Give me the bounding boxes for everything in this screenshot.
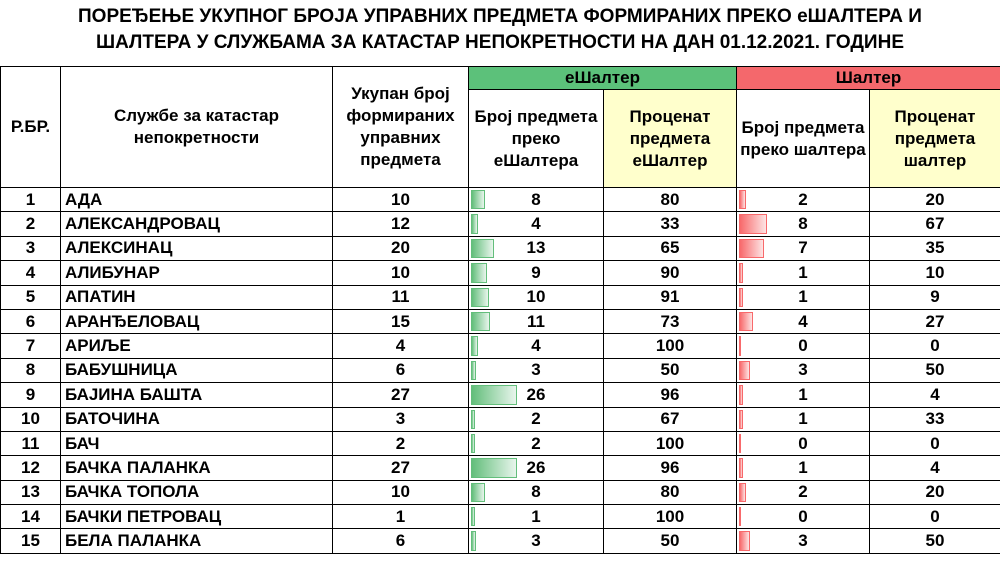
shalter-count bbox=[737, 456, 870, 480]
eshalter-data-bar bbox=[471, 507, 475, 526]
table-row bbox=[1, 285, 1000, 309]
row-number: 3 bbox=[1, 236, 61, 260]
shalter-count bbox=[737, 334, 870, 358]
shalter-count bbox=[737, 261, 870, 285]
comparison-table bbox=[0, 66, 1000, 554]
shalter-count bbox=[737, 188, 870, 212]
eshalter-percent: 91 bbox=[604, 285, 737, 309]
eshalter-data-bar bbox=[471, 312, 490, 331]
eshalter-data-bar bbox=[471, 458, 517, 477]
shalter-data-bar bbox=[739, 312, 753, 331]
eshalter-count bbox=[469, 334, 604, 358]
service-name: БАЧКА ПАЛАНКА bbox=[61, 456, 333, 480]
table-row bbox=[1, 431, 1000, 455]
shalter-percent: 27 bbox=[870, 309, 1000, 333]
shalter-percent: 0 bbox=[870, 431, 1000, 455]
eshalter-data-bar bbox=[471, 361, 476, 380]
total-count: 2 bbox=[333, 431, 469, 455]
service-name: БАЧ bbox=[61, 431, 333, 455]
total-count: 15 bbox=[333, 309, 469, 333]
header-eshalter-group: еШалтер bbox=[469, 67, 737, 90]
total-count: 10 bbox=[333, 480, 469, 504]
shalter-data-bar bbox=[739, 361, 750, 380]
row-number: 12 bbox=[1, 456, 61, 480]
shalter-count-value: 1 bbox=[798, 457, 808, 477]
table-row bbox=[1, 334, 1000, 358]
eshalter-percent: 65 bbox=[604, 236, 737, 260]
total-count: 3 bbox=[333, 407, 469, 431]
row-number: 5 bbox=[1, 285, 61, 309]
eshalter-count-value: 26 bbox=[526, 457, 546, 477]
eshalter-count bbox=[469, 285, 604, 309]
eshalter-count bbox=[469, 188, 604, 212]
eshalter-data-bar bbox=[471, 385, 517, 404]
eshalter-count bbox=[469, 236, 604, 260]
header-e-count: Број предмета преко еШалтера bbox=[469, 90, 604, 188]
row-number: 1 bbox=[1, 188, 61, 212]
eshalter-count bbox=[469, 261, 604, 285]
eshalter-percent: 96 bbox=[604, 456, 737, 480]
service-name: БАЈИНА БАШТА bbox=[61, 383, 333, 407]
total-count: 12 bbox=[333, 212, 469, 236]
eshalter-count bbox=[469, 431, 604, 455]
shalter-count bbox=[737, 309, 870, 333]
eshalter-count-value: 1 bbox=[531, 506, 541, 526]
eshalter-data-bar bbox=[471, 531, 476, 550]
eshalter-data-bar bbox=[471, 336, 478, 355]
total-count: 27 bbox=[333, 456, 469, 480]
shalter-data-bar bbox=[739, 458, 743, 477]
row-number: 13 bbox=[1, 480, 61, 504]
eshalter-data-bar bbox=[471, 239, 494, 258]
eshalter-percent: 50 bbox=[604, 529, 737, 553]
eshalter-percent: 100 bbox=[604, 334, 737, 358]
shalter-count-value: 1 bbox=[798, 384, 808, 404]
shalter-count-value: 2 bbox=[798, 482, 808, 502]
eshalter-count bbox=[469, 529, 604, 553]
eshalter-count-value: 10 bbox=[526, 287, 546, 307]
row-number: 10 bbox=[1, 407, 61, 431]
eshalter-count bbox=[469, 358, 604, 382]
shalter-count-value: 3 bbox=[798, 531, 808, 551]
eshalter-count-value: 3 bbox=[531, 531, 541, 551]
service-name: АПАТИН bbox=[61, 285, 333, 309]
row-number: 4 bbox=[1, 261, 61, 285]
shalter-data-bar bbox=[739, 214, 767, 233]
eshalter-percent: 90 bbox=[604, 261, 737, 285]
table-row bbox=[1, 407, 1000, 431]
eshalter-count bbox=[469, 456, 604, 480]
service-name: БЕЛА ПАЛАНКА bbox=[61, 529, 333, 553]
service-name: БАЧКИ ПЕТРОВАЦ bbox=[61, 505, 333, 529]
shalter-percent: 4 bbox=[870, 383, 1000, 407]
eshalter-count bbox=[469, 309, 604, 333]
eshalter-data-bar bbox=[471, 483, 485, 502]
header-e-percent: Проценат предмета еШалтер bbox=[604, 90, 737, 188]
total-count: 27 bbox=[333, 383, 469, 407]
eshalter-count-value: 26 bbox=[526, 384, 546, 404]
title-line-2: ШАЛТЕРА У СЛУЖБАМА ЗА КАТАСТАР НЕПОКРЕТНОСТИ НА ДАН 01.12.2021. ГОДИНЕ bbox=[95, 32, 904, 53]
table-row bbox=[1, 188, 1000, 212]
title-line-1: ПОРЕЂЕЊЕ УКУПНОГ БРОЈА УПРАВНИХ ПРЕДМЕТА ФОРМИРАНИХ ПРЕКО еШАЛТЕРА И bbox=[78, 6, 922, 27]
eshalter-count-value: 8 bbox=[531, 189, 541, 209]
shalter-percent: 4 bbox=[870, 456, 1000, 480]
eshalter-data-bar bbox=[471, 263, 487, 282]
document-title bbox=[0, 0, 1000, 66]
shalter-count bbox=[737, 236, 870, 260]
shalter-count-value: 0 bbox=[798, 336, 808, 356]
shalter-percent: 50 bbox=[870, 358, 1000, 382]
shalter-count bbox=[737, 212, 870, 236]
shalter-data-bar bbox=[739, 190, 746, 209]
eshalter-count-value: 4 bbox=[531, 214, 541, 234]
eshalter-count-value: 8 bbox=[531, 482, 541, 502]
total-count: 10 bbox=[333, 188, 469, 212]
service-name: АРАНЂЕЛОВАЦ bbox=[61, 309, 333, 333]
shalter-data-bar bbox=[739, 410, 743, 429]
shalter-count-value: 1 bbox=[798, 287, 808, 307]
eshalter-data-bar bbox=[471, 190, 485, 209]
eshalter-percent: 73 bbox=[604, 309, 737, 333]
shalter-count-value: 3 bbox=[798, 360, 808, 380]
row-number: 14 bbox=[1, 505, 61, 529]
service-name: БАБУШНИЦА bbox=[61, 358, 333, 382]
header-rbr: Р.БР. bbox=[1, 67, 61, 188]
eshalter-count-value: 3 bbox=[531, 360, 541, 380]
table-row bbox=[1, 212, 1000, 236]
table-row bbox=[1, 505, 1000, 529]
shalter-data-bar bbox=[739, 507, 741, 526]
eshalter-data-bar bbox=[471, 288, 489, 307]
row-number: 11 bbox=[1, 431, 61, 455]
eshalter-percent: 33 bbox=[604, 212, 737, 236]
shalter-count bbox=[737, 480, 870, 504]
total-count: 10 bbox=[333, 261, 469, 285]
eshalter-percent: 80 bbox=[604, 188, 737, 212]
table-row bbox=[1, 261, 1000, 285]
eshalter-data-bar bbox=[471, 434, 475, 453]
shalter-count-value: 8 bbox=[798, 214, 808, 234]
service-name: АЛИБУНАР bbox=[61, 261, 333, 285]
table-row bbox=[1, 309, 1000, 333]
eshalter-percent: 96 bbox=[604, 383, 737, 407]
shalter-data-bar bbox=[739, 239, 764, 258]
eshalter-count-value: 9 bbox=[531, 262, 541, 282]
header-shalter-group: Шалтер bbox=[737, 67, 1000, 90]
total-count: 4 bbox=[333, 334, 469, 358]
table-body bbox=[1, 188, 1000, 554]
eshalter-count bbox=[469, 407, 604, 431]
shalter-count bbox=[737, 383, 870, 407]
shalter-percent: 35 bbox=[870, 236, 1000, 260]
shalter-data-bar bbox=[739, 263, 743, 282]
service-name: БАТОЧИНА bbox=[61, 407, 333, 431]
shalter-count bbox=[737, 285, 870, 309]
shalter-percent: 0 bbox=[870, 334, 1000, 358]
eshalter-data-bar bbox=[471, 410, 475, 429]
eshalter-percent: 100 bbox=[604, 505, 737, 529]
shalter-count bbox=[737, 407, 870, 431]
shalter-data-bar bbox=[739, 531, 750, 550]
service-name: АДА bbox=[61, 188, 333, 212]
eshalter-count bbox=[469, 480, 604, 504]
eshalter-count-value: 4 bbox=[531, 336, 541, 356]
shalter-percent: 0 bbox=[870, 505, 1000, 529]
header-total: Укупан број формираних управних предмета bbox=[333, 67, 469, 188]
row-number: 2 bbox=[1, 212, 61, 236]
service-name: АРИЉЕ bbox=[61, 334, 333, 358]
total-count: 6 bbox=[333, 358, 469, 382]
row-number: 7 bbox=[1, 334, 61, 358]
shalter-data-bar bbox=[739, 288, 743, 307]
row-number: 6 bbox=[1, 309, 61, 333]
eshalter-count-value: 11 bbox=[527, 311, 545, 331]
eshalter-percent: 100 bbox=[604, 431, 737, 455]
shalter-count bbox=[737, 529, 870, 553]
row-number: 8 bbox=[1, 358, 61, 382]
total-count: 20 bbox=[333, 236, 469, 260]
eshalter-count-value: 13 bbox=[526, 238, 546, 258]
eshalter-data-bar bbox=[471, 214, 478, 233]
eshalter-percent: 50 bbox=[604, 358, 737, 382]
header-service: Службе за катастар непокретности bbox=[61, 67, 333, 188]
shalter-count-value: 1 bbox=[798, 262, 808, 282]
shalter-percent: 20 bbox=[870, 188, 1000, 212]
eshalter-percent: 67 bbox=[604, 407, 737, 431]
shalter-count-value: 7 bbox=[798, 238, 808, 258]
table-row bbox=[1, 480, 1000, 504]
eshalter-count bbox=[469, 505, 604, 529]
eshalter-count bbox=[469, 212, 604, 236]
shalter-percent: 50 bbox=[870, 529, 1000, 553]
service-name: АЛЕКСАНДРОВАЦ bbox=[61, 212, 333, 236]
table-row bbox=[1, 529, 1000, 553]
eshalter-count-value: 2 bbox=[531, 433, 541, 453]
eshalter-percent: 80 bbox=[604, 480, 737, 504]
shalter-data-bar bbox=[739, 483, 746, 502]
row-number: 9 bbox=[1, 383, 61, 407]
shalter-count bbox=[737, 358, 870, 382]
shalter-count-value: 0 bbox=[798, 506, 808, 526]
eshalter-count-value: 2 bbox=[531, 409, 541, 429]
service-name: БАЧКА ТОПОЛА bbox=[61, 480, 333, 504]
shalter-percent: 33 bbox=[870, 407, 1000, 431]
shalter-percent: 20 bbox=[870, 480, 1000, 504]
shalter-data-bar bbox=[739, 336, 741, 355]
header-s-count: Број предмета преко шалтера bbox=[737, 90, 870, 188]
header-s-percent: Проценат предмета шалтер bbox=[870, 90, 1000, 188]
table-row bbox=[1, 383, 1000, 407]
shalter-count bbox=[737, 505, 870, 529]
table-row bbox=[1, 358, 1000, 382]
shalter-count-value: 1 bbox=[798, 409, 808, 429]
shalter-percent: 67 bbox=[870, 212, 1000, 236]
service-name: АЛЕКСИНАЦ bbox=[61, 236, 333, 260]
eshalter-count bbox=[469, 383, 604, 407]
table-row bbox=[1, 456, 1000, 480]
shalter-count-value: 2 bbox=[798, 189, 808, 209]
total-count: 1 bbox=[333, 505, 469, 529]
shalter-data-bar bbox=[739, 385, 743, 404]
shalter-count-value: 0 bbox=[798, 433, 808, 453]
shalter-percent: 10 bbox=[870, 261, 1000, 285]
shalter-data-bar bbox=[739, 434, 741, 453]
row-number: 15 bbox=[1, 529, 61, 553]
shalter-count-value: 4 bbox=[798, 311, 808, 331]
shalter-count bbox=[737, 431, 870, 455]
total-count: 6 bbox=[333, 529, 469, 553]
shalter-percent: 9 bbox=[870, 285, 1000, 309]
table-row bbox=[1, 236, 1000, 260]
total-count: 11 bbox=[333, 285, 469, 309]
